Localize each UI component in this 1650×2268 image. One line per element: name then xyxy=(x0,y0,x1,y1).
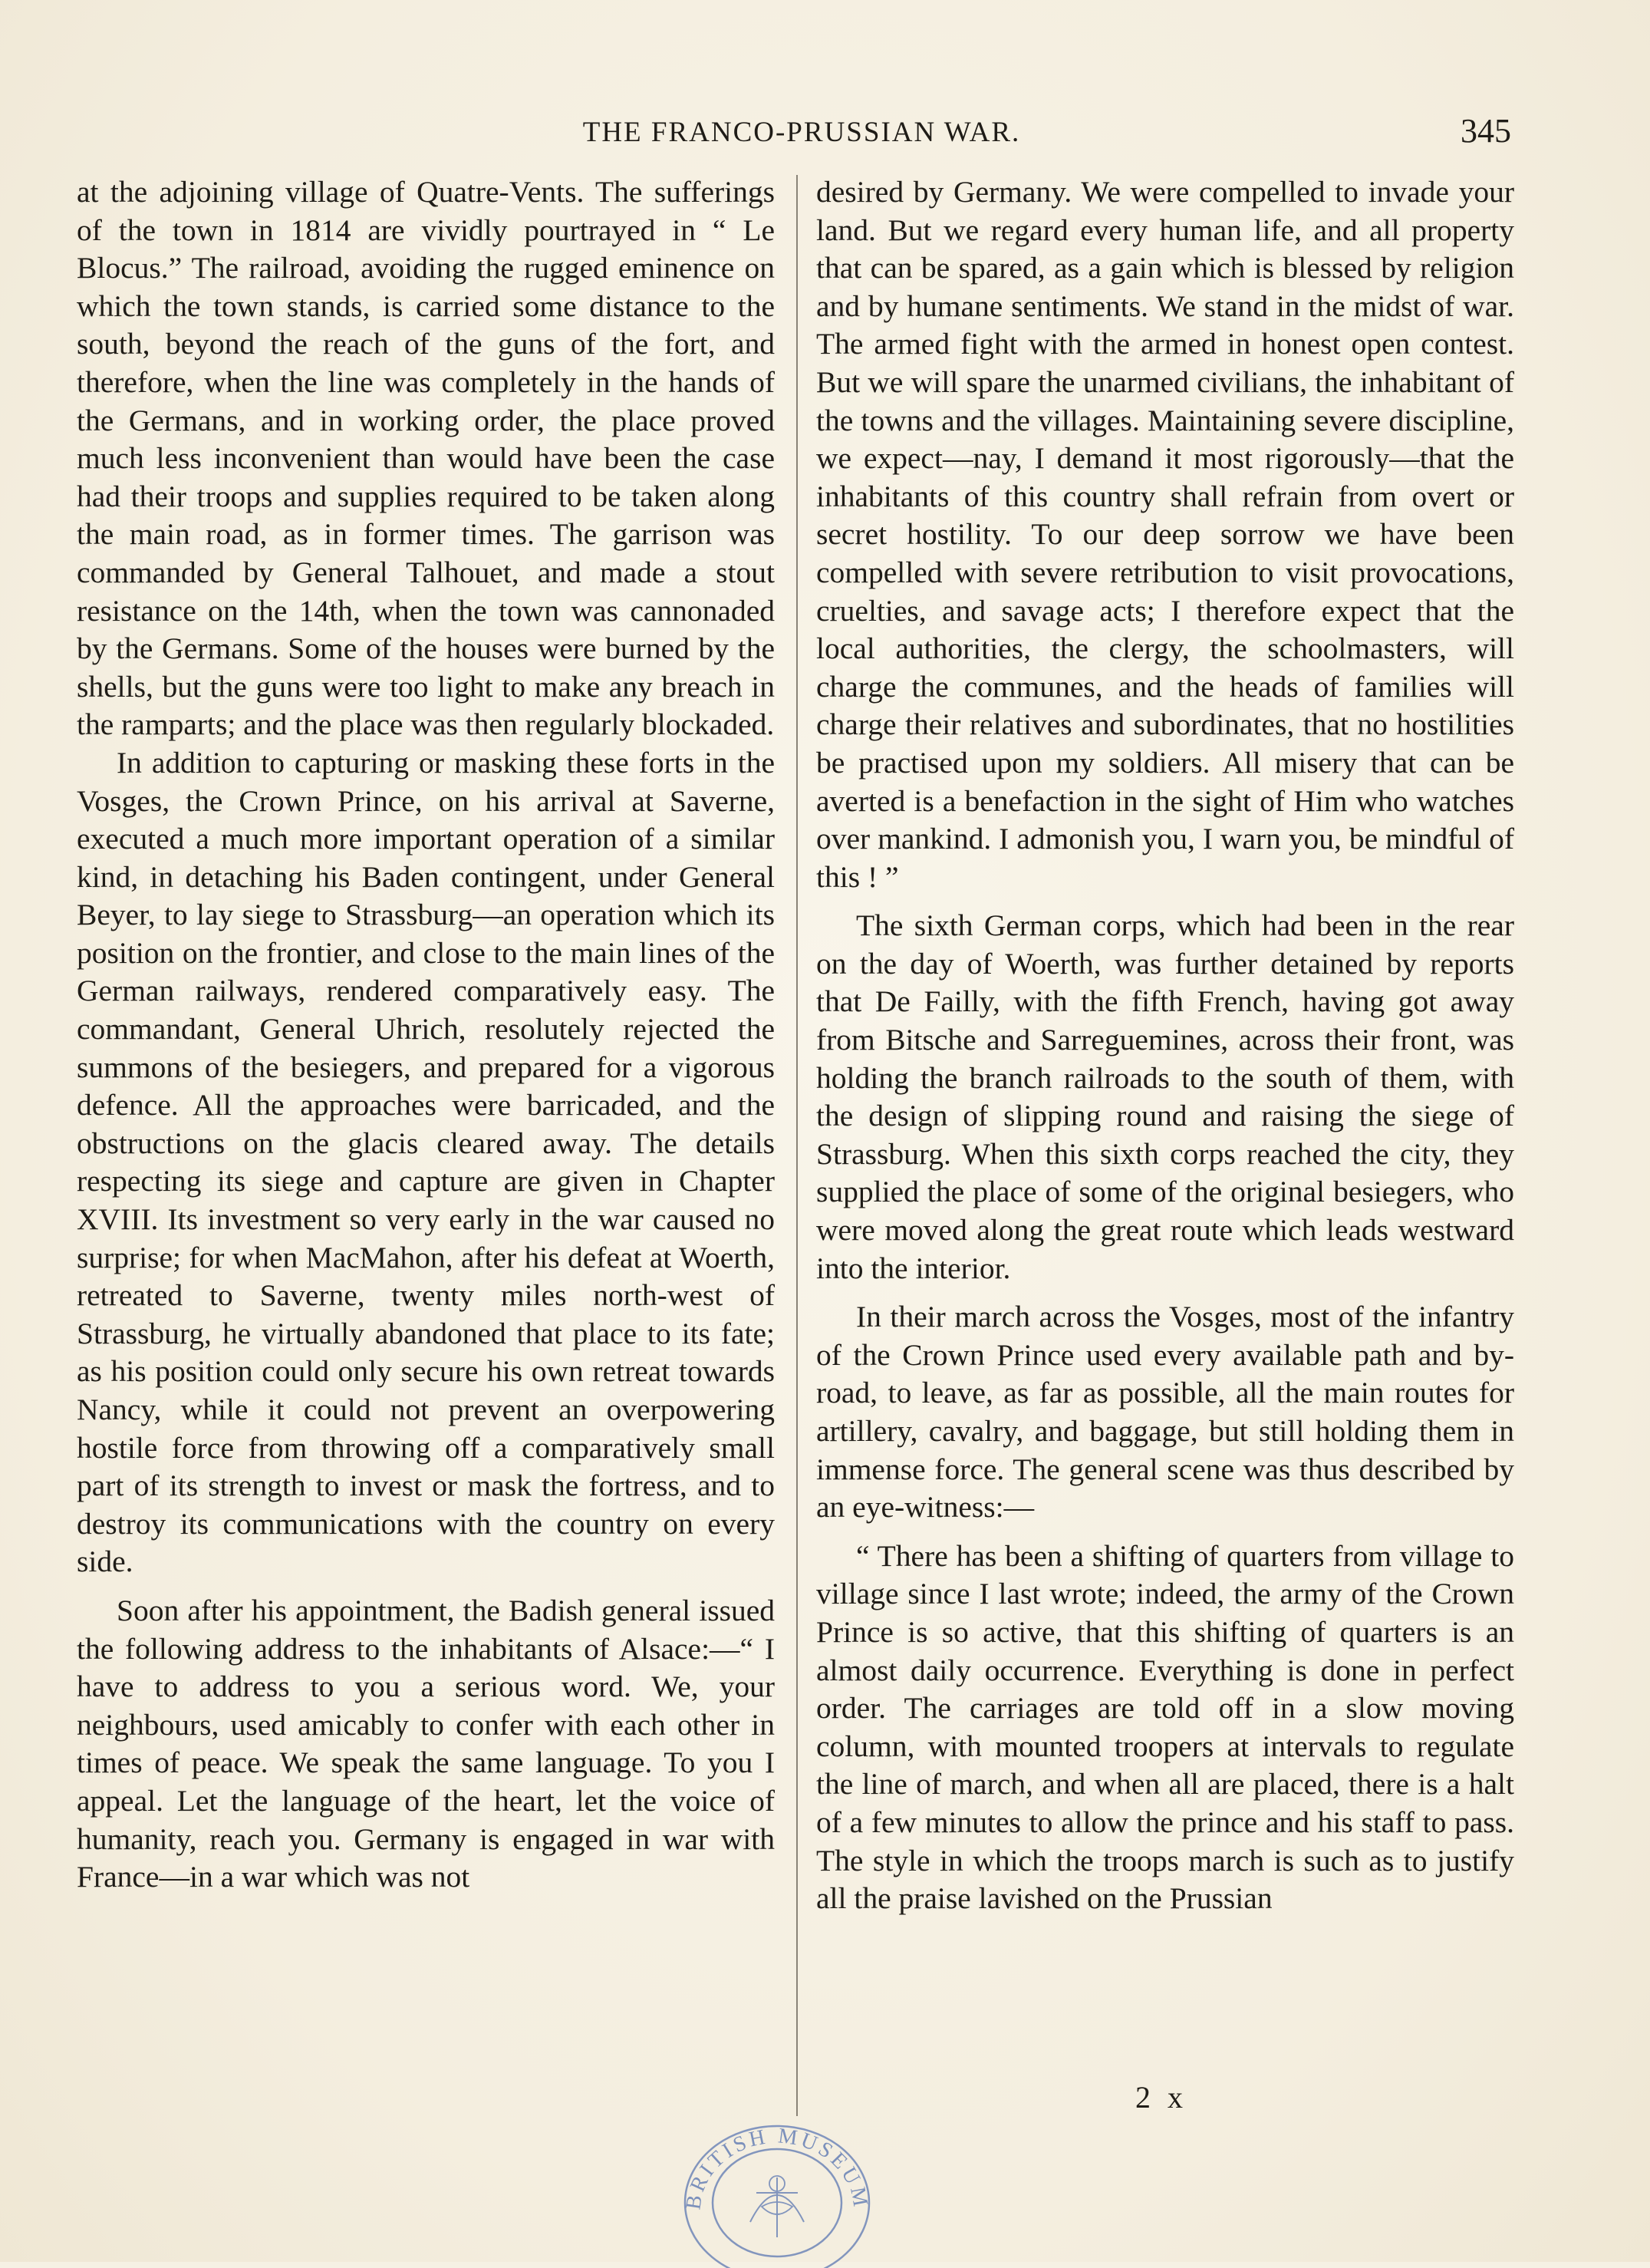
right-column xyxy=(816,173,1514,1918)
library-stamp xyxy=(666,2107,888,2268)
signature-mark: 2 x xyxy=(1135,2080,1187,2115)
paragraph: Soon after his appointment, the Badish general issued the following address to the inhabitants of Alsace:—“ I have to address to you a serious word. We, your neighbours, used amicably to confer with each other in times of peace. We speak the same language. To you I appeal. Let the language of the heart, let the voice of humanity, reach you. Germany is engaged in war with France—in a war which was not xyxy=(77,1593,775,1894)
running-header xyxy=(92,111,1511,157)
page-number: 345 xyxy=(1461,112,1511,150)
running-title: THE FRANCO-PRUSSIAN WAR. xyxy=(582,117,1021,148)
paragraph: In their march across the Vosges, most of the infantry of the Crown Prince used every available path and by-road, to leave, as far as possible, all the main routes for artillery, cavalry, and baggage, but still holding them in immense force. The general scene was thus described by an eye-witness:— xyxy=(816,1300,1514,1525)
paragraph: In addition to capturing or masking these forts in the Vosges, the Crown Prince, on his arrival at Saverne, executed a much more important operation of a similar kind, in detaching his Baden contingent, under General Beyer, to lay siege to Strassburg—an operation which its position on the frontier, and close to the main lines of the German railways, rendered comparatively easy. The commandant, General Uhrich, resolutely rejected the summons of the besiegers, and prepared for a vigorous defence. All the approaches were barricaded, and the obstructions on the glacis cleared away. The details respecting its siege and capture are given in Chapter XVIII. Its investment so very early in the war caused no surprise; for when MacMahon, after his defeat at Woerth, retreated to Saverne, twenty miles north-west of Strassburg, he virtually abandoned that place to its fate; as his position could only secure his own retreat towards Nancy, while it could not prevent an overpowering hostile force from throwing off a comparatively small part of its strength to invest or mask the fortress, and to destroy its communications with the country on every side. xyxy=(77,745,775,1579)
paragraph: The sixth German corps, which had been in the rear on the day of Woerth, was further detained by reports that De Failly, with the fifth French, having got away from Bitsche and Sarreguemines, across their front, was holding the branch railroads to the south of them, with the design of slipping round and raising the siege of Strassburg. When this sixth corps reached the city, they supplied the place of some of the original besiegers, who were moved along the great route which leads westward into the interior. xyxy=(816,908,1514,1285)
paragraph: “ There has been a shifting of quarters from village to village since I last wrote; indeed, the army of the Crown Prince is so active, that this shifting of quarters is an almost daily occurrence. Everything is done in perfect order. The carriages are told off in a slow moving column, with mounted troopers at intervals to regulate the line of march, and when all are placed, there is a halt of a few minutes to allow the prince and his staff to pass. The style in which the troops march is such as to justify all the praise lavished on the Prussian xyxy=(816,1538,1514,1916)
paragraph: at the adjoining village of Quatre-Vents. The sufferings of the town in 1814 are vividly pourtrayed in “ Le Blocus.” The railroad, avoiding the rugged eminence on which the town stands, is carried some distance to the south, beyond the reach of the guns of the fort, and therefore, when the line was completely in the hands of the Germans, and in working order, the place proved much less inconvenient than would have been the case had their troops and supplies required to be taken along the main road, as in former times. The garrison was commanded by General Talhouet, and made a stout resistance on the 14th, when the town was cannonaded by the Germans. Some of the houses were burned by the shells, but the guns were too light to make any breach in the ramparts; and the place was then regularly blockaded. xyxy=(77,175,775,742)
column-divider xyxy=(796,175,798,2116)
left-column xyxy=(77,173,775,1897)
stamp-text: BRITISH MUSEUM xyxy=(681,2124,873,2212)
paragraph: desired by Germany. We were compelled to invade your land. But we regard every human life, and all property that can be spared, as a gain which is blessed by religion and by humane sentiments. We stand in the midst of war. The armed fight with the armed in honest open contest. But we will spare the unarmed civilians, the inhabitant of the towns and the villages. Maintaining severe discipline, we expect—nay, I demand it most rigorously—that the inhabitants of this country shall refrain from overt or secret hostility. To our deep sorrow we have been compelled with severe retribution to visit provocations, cruelties, and savage acts; I therefore expect that the local authorities, the clergy, the schoolmasters, will charge the communes, and the heads of families will charge their relatives and subordinates, that no hostilities be practised upon my soldiers. All misery that can be averted is a benefaction in the sight of Him who watches over mankind. I admonish you, I warn you, be mindful of this ! ” xyxy=(816,175,1514,894)
